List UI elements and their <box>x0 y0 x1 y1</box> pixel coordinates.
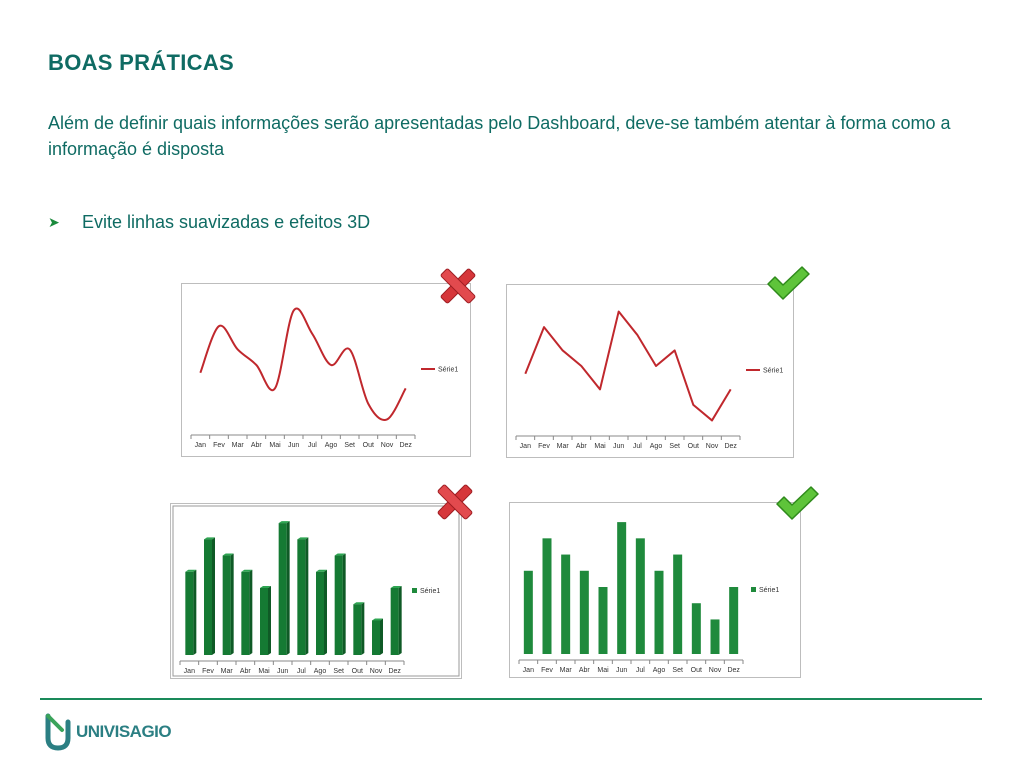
bar-side <box>380 618 383 655</box>
bar-side <box>193 570 196 655</box>
x-tick-label: Abr <box>250 442 262 449</box>
x-tick-label: Mar <box>559 667 572 674</box>
x-tick-label: Nov <box>369 668 383 675</box>
bar-side <box>399 586 402 655</box>
x-tick-label: Out <box>362 442 374 449</box>
bar <box>204 539 212 655</box>
x-tick-label: Nov <box>705 443 719 450</box>
x-tick-label: Out <box>687 443 699 450</box>
x-tick-label: Dez <box>388 668 401 675</box>
x-tick-label: Jun <box>288 442 300 449</box>
bar <box>524 571 533 654</box>
x-tick-label: Mai <box>594 443 606 450</box>
intro-text: Além de definir quais informações serão apresentadas pelo Dashboard, deve-se também atentar à forma como a informação é disposta <box>48 113 951 159</box>
chart-bar-3d <box>170 503 462 679</box>
x-tick-label: Ago <box>652 667 666 674</box>
x-tick-label: Dez <box>724 443 737 450</box>
bar <box>297 539 305 655</box>
bar <box>335 556 343 655</box>
chart-bar-3d-svg <box>170 503 462 679</box>
x-tick-label: Fev <box>202 668 214 675</box>
x-tick-label: Dez <box>399 442 412 449</box>
x-tick-label: Out <box>351 668 363 675</box>
bar <box>543 538 552 654</box>
x-tick-label: Jan <box>522 667 534 674</box>
chart-line-smooth-svg <box>181 283 471 457</box>
x-tick-label: Ago <box>649 443 663 450</box>
bullet-item <box>48 212 370 233</box>
bar-side <box>231 554 234 655</box>
x-tick-label: Mai <box>258 668 270 675</box>
legend-label: Série1 <box>759 587 780 594</box>
univisagio-logo-icon <box>44 712 72 752</box>
x-tick-label: Mai <box>269 442 281 449</box>
bar-side <box>212 537 215 655</box>
x-tick-label: Set <box>669 443 680 450</box>
arrow-bullet-icon: ➤ <box>48 214 60 230</box>
x-tick-label: Jan <box>183 668 195 675</box>
x-tick-label: Set <box>333 668 344 675</box>
bar-side <box>287 521 290 655</box>
x-tick-label: Mai <box>597 667 609 674</box>
chart-bar-flat <box>509 502 801 678</box>
slide-title: BOAS PRÁTICAS <box>48 50 235 75</box>
x-tick-label: Nov <box>380 442 394 449</box>
bar-side <box>249 570 252 655</box>
x-tick-label: Jul <box>307 442 317 449</box>
bar <box>711 619 720 654</box>
legend-swatch <box>412 588 417 593</box>
chart-line-smooth <box>181 283 471 457</box>
x-tick-label: Mar <box>556 443 569 450</box>
x-tick-label: Ago <box>313 668 327 675</box>
wrong-x-icon <box>433 480 477 524</box>
bar-side <box>305 537 308 655</box>
x-tick-label: Abr <box>575 443 587 450</box>
bullet-text: Evite linhas suavizadas e efeitos 3D <box>82 212 371 232</box>
bar <box>260 588 268 655</box>
chart-line-straight-svg <box>506 284 794 458</box>
bar-side <box>361 602 364 655</box>
bar-side <box>343 554 346 655</box>
x-tick-label: Jul <box>296 668 306 675</box>
bar <box>372 620 380 655</box>
bar <box>223 556 231 655</box>
right-check-icon <box>765 264 811 302</box>
legend-label: Série1 <box>763 367 784 375</box>
bar <box>279 523 287 655</box>
x-tick-label: Set <box>344 442 355 449</box>
legend-label: Série1 <box>420 588 441 595</box>
bar <box>241 572 249 655</box>
right-check-icon <box>774 484 820 522</box>
wrong-x-icon <box>436 264 480 308</box>
x-tick-label: Jun <box>616 667 628 674</box>
bar <box>617 522 626 654</box>
bar <box>316 572 324 655</box>
bar <box>692 603 701 654</box>
bar <box>729 587 738 654</box>
x-tick-label: Out <box>690 667 702 674</box>
bar <box>185 572 193 655</box>
x-tick-label: Jun <box>613 443 625 450</box>
legend-swatch <box>751 587 756 592</box>
bar <box>561 555 570 654</box>
brand-name: UNIVISAGIO <box>76 722 172 741</box>
x-tick-label: Abr <box>239 668 251 675</box>
x-tick-label: Jul <box>635 667 645 674</box>
chart-bar-flat-svg <box>509 502 801 678</box>
x-tick-label: Jun <box>277 668 289 675</box>
x-tick-label: Jul <box>632 443 642 450</box>
brand-logo <box>44 712 171 752</box>
footer-divider <box>40 698 982 700</box>
x-tick-label: Jan <box>194 442 206 449</box>
bar-side <box>324 570 327 655</box>
legend-label: Série1 <box>438 366 459 374</box>
x-tick-label: Mar <box>231 442 244 449</box>
x-tick-label: Fev <box>541 667 553 674</box>
bar <box>655 571 664 654</box>
x-tick-label: Abr <box>578 667 590 674</box>
bar <box>673 555 682 654</box>
x-tick-label: Mar <box>220 668 233 675</box>
x-tick-label: Set <box>672 667 683 674</box>
bar <box>580 571 589 654</box>
bar-side <box>268 586 271 655</box>
bar <box>636 538 645 654</box>
x-tick-label: Ago <box>324 442 338 449</box>
bar <box>391 588 399 655</box>
x-tick-label: Fev <box>538 443 550 450</box>
x-tick-label: Dez <box>727 667 740 674</box>
chart-line-straight <box>506 284 794 458</box>
x-tick-label: Fev <box>213 442 225 449</box>
bar <box>353 604 361 655</box>
x-tick-label: Nov <box>708 667 722 674</box>
bar <box>599 587 608 654</box>
x-tick-label: Jan <box>519 443 531 450</box>
